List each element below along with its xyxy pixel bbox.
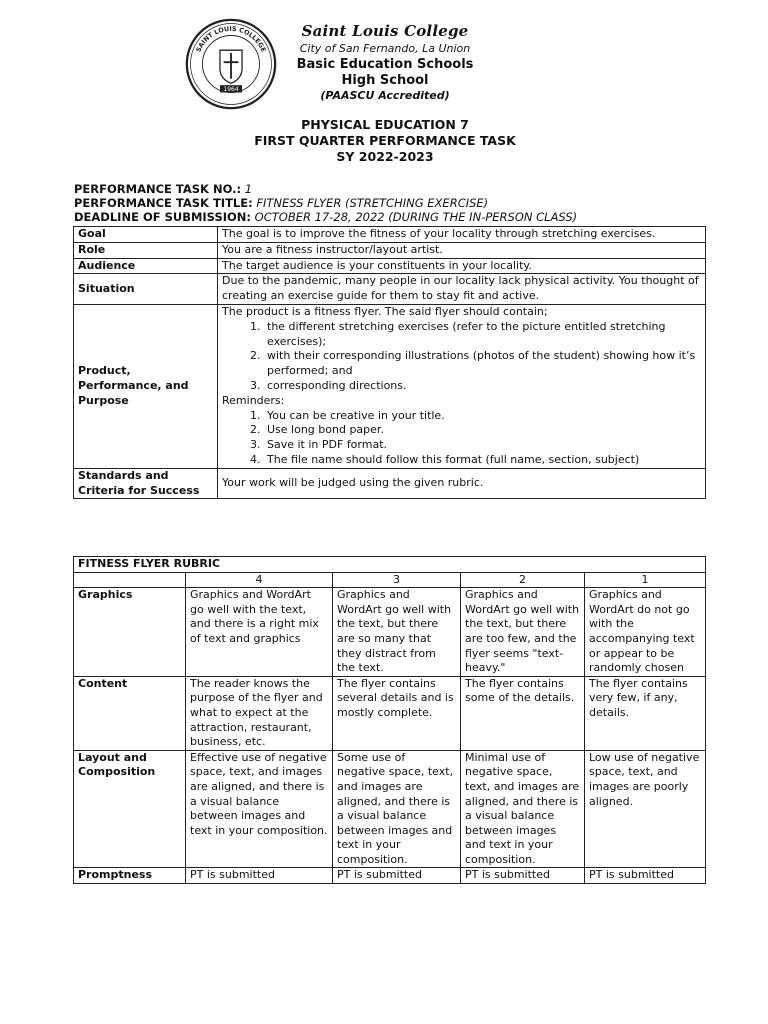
situation-label: Situation — [74, 274, 218, 305]
list-item: 3. Save it in PDF format. — [264, 438, 701, 453]
seal-year: 1964 — [223, 86, 239, 94]
table-row — [74, 750, 706, 868]
reminders-list — [222, 409, 701, 468]
subject-title: PHYSICAL EDUCATION 7 — [301, 117, 469, 132]
rubric-cell: Graphics and WordArt go well with the text, but there are too few, and the flyer seems "text-heavy." — [461, 588, 585, 677]
list-item: 2. with their corresponding illustrations (photos of the student) showing how it’s performed; and — [264, 349, 701, 379]
grasps-row-product — [74, 304, 706, 468]
score-header: 2 — [461, 572, 585, 588]
school-department: Basic Education Schools — [296, 57, 474, 72]
criterion-label: Promptness — [74, 868, 186, 884]
score-header: 3 — [333, 572, 461, 588]
rubric-cell: Low use of negative space, text, and images are poorly aligned. — [585, 750, 706, 868]
rubric-cell: Minimal use of negative space, text, and images are aligned, and there is a visual balance between images and text in your composition. — [461, 750, 585, 868]
rubric-title-row — [74, 557, 706, 573]
grasps-row-situation — [74, 274, 706, 305]
product-intro: The product is a fitness flyer. The said flyer should contain; — [222, 304, 548, 318]
school-level: High School — [341, 73, 429, 88]
rubric-cell: Effective use of negative space, text, and images are aligned, and there is a visual balance between images and text in your composition. — [186, 750, 333, 868]
goal-text: The goal is to improve the fitness of your locality through stretching exercises. — [218, 227, 706, 243]
deadline-line — [74, 210, 577, 224]
rubric-cell: The flyer contains very few, if any, details. — [585, 676, 706, 750]
list-item: 3. corresponding directions. — [264, 379, 701, 394]
school-name: Saint Louis College — [301, 22, 469, 40]
grasps-row-standards — [74, 468, 706, 499]
rubric-table — [73, 556, 706, 884]
reminders-label: Reminders: — [222, 393, 285, 407]
task-title-label: PERFORMANCE TASK TITLE: — [74, 196, 253, 210]
task-number-value: 1 — [244, 182, 253, 196]
audience-text: The target audience is your constituents in your locality. — [218, 258, 706, 274]
grasps-table — [73, 226, 706, 499]
accreditation: (PAASCU Accredited) — [320, 89, 450, 102]
task-title-line — [74, 196, 488, 210]
role-text: You are a fitness instructor/layout artist. — [218, 242, 706, 258]
rubric-cell: Graphics and WordArt go well with the text, but there are so many that they distract from the text. — [333, 588, 461, 677]
role-label: Role — [74, 242, 218, 258]
criterion-label: Content — [74, 676, 186, 750]
score-header: 1 — [585, 572, 706, 588]
goal-label: Goal — [74, 227, 218, 243]
rubric-cell: The reader knows the purpose of the flyer and what to expect at the attraction, restaurant, business, etc. — [186, 676, 333, 750]
product-label: Product, Performance, and Purpose — [74, 304, 218, 468]
rubric-cell: Some use of negative space, text, and images are aligned, and there is a visual balance between images and text in your composition. — [333, 750, 461, 868]
task-number-line — [74, 182, 252, 196]
grasps-row-audience — [74, 258, 706, 274]
table-row — [74, 588, 706, 677]
rubric-cell: PT is submitted — [333, 868, 461, 884]
rubric-cell: Graphics and WordArt go well with the text, and there is a right mix of text and graphics — [186, 588, 333, 677]
audience-label: Audience — [74, 258, 218, 274]
standards-label: Standards and Criteria for Success — [74, 468, 218, 499]
list-item: 4. The file name should follow this format (full name, section, subject) — [264, 453, 701, 468]
rubric-cell: Graphics and WordArt do not go with the accompanying text or appear to be randomly chosen — [585, 588, 706, 677]
task-number-label: PERFORMANCE TASK NO.: — [74, 182, 242, 196]
grasps-row-goal — [74, 227, 706, 243]
rubric-cell: PT is submitted — [585, 868, 706, 884]
rubric-score-header — [74, 572, 706, 588]
rubric-cell: The flyer contains some of the details. — [461, 676, 585, 750]
table-row — [74, 868, 706, 884]
product-cell — [218, 304, 706, 468]
list-item: 2. Use long bond paper. — [264, 423, 701, 438]
score-header: 4 — [186, 572, 333, 588]
task-title-heading: FIRST QUARTER PERFORMANCE TASK — [254, 133, 516, 148]
rubric-title: FITNESS FLYER RUBRIC — [74, 557, 706, 573]
rubric-cell: The flyer contains several details and is mostly complete. — [333, 676, 461, 750]
rubric-cell: PT is submitted — [461, 868, 585, 884]
situation-text: Due to the pandemic, many people in our locality lack physical activity. You thought of creating an exercise guide for them to stay fit and active. — [218, 274, 706, 305]
task-title-value: FITNESS FLYER (STRETCHING EXERCISE) — [256, 196, 489, 210]
list-item: 1. the different stretching exercises (refer to the picture entitled stretching exercises); — [264, 320, 701, 350]
deadline-value: OCTOBER 17-28, 2022 (DURING THE IN-PERSON CLASS) — [254, 210, 578, 224]
grasps-row-role — [74, 242, 706, 258]
school-city: City of San Fernando, La Union — [299, 42, 471, 55]
school-year: SY 2022-2023 — [336, 149, 434, 164]
rubric-cell: PT is submitted — [186, 868, 333, 884]
table-row — [74, 676, 706, 750]
standards-text: Your work will be judged using the given rubric. — [218, 468, 706, 499]
criterion-label: Layout and Composition — [74, 750, 186, 868]
deadline-label: DEADLINE OF SUBMISSION: — [74, 210, 252, 224]
score-header-blank — [74, 572, 186, 588]
list-item: 1. You can be creative in your title. — [264, 409, 701, 424]
product-list — [222, 320, 701, 394]
seal-text: SAINT LOUIS COLLEGE — [194, 24, 268, 54]
criterion-label: Graphics — [74, 588, 186, 677]
